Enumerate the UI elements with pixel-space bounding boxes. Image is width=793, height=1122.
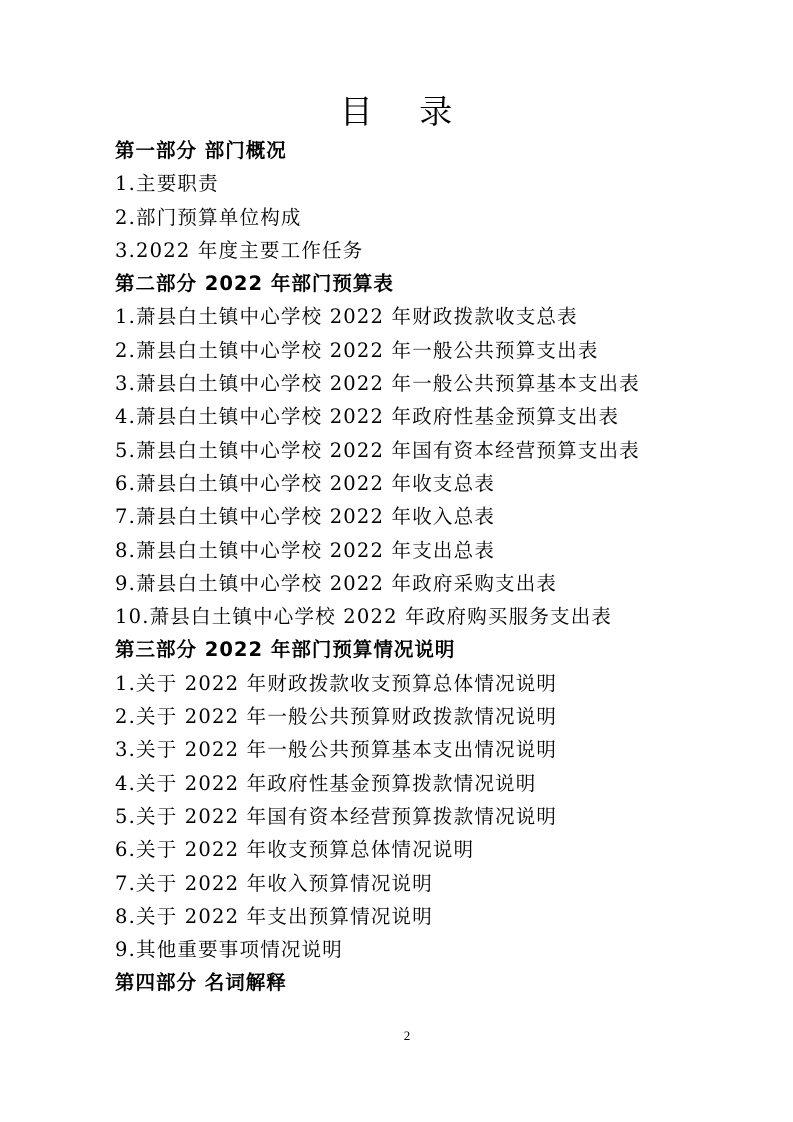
section-heading-part-4: 第四部分 名词解释 (115, 971, 287, 995)
toc-item: 2.萧县白土镇中心学校 2022 年一般公共预算支出表 (115, 338, 599, 362)
toc-item: 3.萧县白土镇中心学校 2022 年一般公共预算基本支出表 (115, 372, 640, 396)
toc-item: 2.部门预算单位构成 (115, 205, 302, 229)
toc-item: 3.关于 2022 年一般公共预算基本支出情况说明 (115, 738, 558, 762)
toc-item: 6.关于 2022 年收支预算总体情况说明 (115, 838, 475, 862)
toc-item: 8.萧县白土镇中心学校 2022 年支出总表 (115, 538, 496, 562)
toc-item: 2.关于 2022 年一般公共预算财政拨款情况说明 (115, 705, 558, 729)
section-heading-part-2: 第二部分 2022 年部门预算表 (115, 272, 394, 296)
section-heading-part-3: 第三部分 2022 年部门预算情况说明 (115, 638, 456, 662)
toc-item: 1.主要职责 (115, 172, 219, 196)
toc-item: 1.萧县白土镇中心学校 2022 年财政拨款收支总表 (115, 305, 578, 329)
toc-item: 7.关于 2022 年收入预算情况说明 (115, 871, 433, 895)
toc-item: 3.2022 年度主要工作任务 (115, 238, 364, 262)
toc-item: 9.萧县白土镇中心学校 2022 年政府采购支出表 (115, 571, 558, 595)
toc-item: 9.其他重要事项情况说明 (115, 938, 344, 962)
toc-item: 5.关于 2022 年国有资本经营预算拨款情况说明 (115, 804, 558, 828)
page-number: 2 (403, 1028, 411, 1043)
toc-item: 10.萧县白土镇中心学校 2022 年政府购买服务支出表 (115, 605, 613, 629)
toc-item: 7.萧县白土镇中心学校 2022 年收入总表 (115, 505, 496, 529)
page-title: 目 录 (339, 92, 471, 131)
toc-item: 5.萧县白土镇中心学校 2022 年国有资本经营预算支出表 (115, 438, 640, 462)
section-heading-part-1: 第一部分 部门概况 (115, 139, 287, 162)
toc-item: 4.关于 2022 年政府性基金预算拨款情况说明 (115, 771, 537, 795)
toc-item: 6.萧县白土镇中心学校 2022 年收支总表 (115, 471, 496, 495)
toc-item: 4.萧县白土镇中心学校 2022 年政府性基金预算支出表 (115, 405, 620, 429)
table-of-contents (115, 134, 755, 1000)
toc-item: 1.关于 2022 年财政拨款收支预算总体情况说明 (115, 671, 558, 695)
toc-item: 8.关于 2022 年支出预算情况说明 (115, 904, 433, 928)
